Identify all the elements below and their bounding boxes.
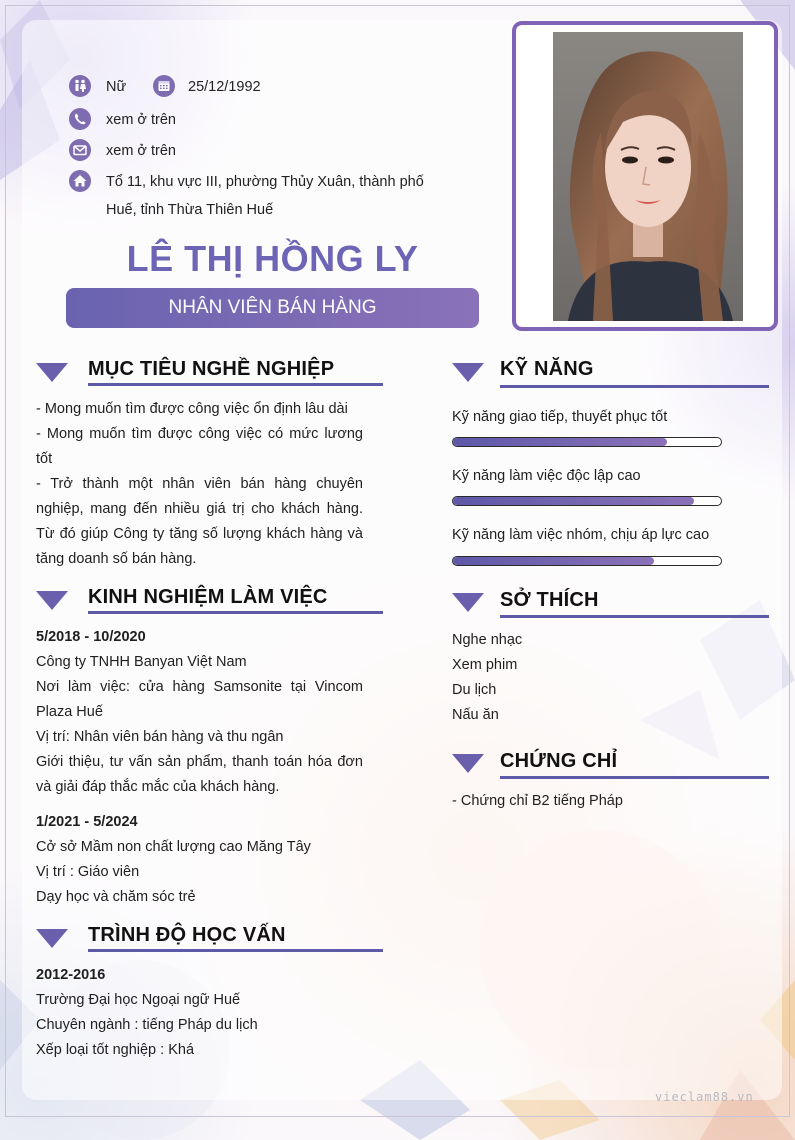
section-marker-icon: [452, 754, 484, 773]
skill-bar-fill: [453, 497, 694, 505]
job-title: NHÂN VIÊN BÁN HÀNG: [66, 288, 479, 328]
objective-title: MỤC TIÊU NGHỀ NGHIỆP: [88, 358, 335, 380]
skill-label-2: Kỹ năng làm việc độc lập cao: [452, 468, 641, 484]
section-marker-icon: [452, 593, 484, 612]
address-line-2: Huế, tỉnh Thừa Thiên Huế: [106, 202, 274, 218]
education-period: 2012-2016: [36, 967, 106, 983]
phone-icon: [69, 108, 91, 130]
section-marker-icon: [36, 929, 68, 948]
hobby-item: Nghe nhạc: [452, 632, 523, 648]
date-of-birth: 25/12/1992: [188, 79, 261, 95]
education-grade: Xếp loại tốt nghiệp : Khá: [36, 1042, 195, 1058]
job-1-description: Giới thiệu, tư vấn sản phẩm, thanh toán hóa đơn và giải đáp thắc mắc của khách hàng.: [36, 754, 363, 795]
skill-bar-1: [452, 437, 722, 447]
job-2-period: 1/2021 - 5/2024: [36, 814, 138, 830]
email-icon: [69, 139, 91, 161]
calendar-icon: [153, 75, 175, 97]
skill-bar-fill: [453, 438, 667, 446]
experience-underline: [88, 611, 383, 614]
education-school: Trường Đại học Ngoại ngữ Huế: [36, 992, 241, 1008]
certificates-title: CHỨNG CHỈ: [500, 750, 618, 772]
job-2-position: Vị trí : Giáo viên: [36, 864, 140, 880]
skill-bar-fill: [453, 557, 654, 565]
hobbies-underline: [500, 615, 769, 618]
watermark: vieclam88.vn: [655, 1090, 754, 1104]
objective-line-2: - Mong muốn tìm được công việc có mức lương tốt: [36, 426, 363, 467]
job-1-period: 5/2018 - 10/2020: [36, 629, 146, 645]
education-major: Chuyên ngành : tiếng Pháp du lịch: [36, 1017, 258, 1033]
skill-label-3: Kỹ năng làm việc nhóm, chịu áp lực cao: [452, 527, 710, 543]
phone-value: xem ở trên: [106, 112, 176, 128]
skill-bar-2: [452, 496, 722, 506]
objective-underline: [88, 383, 383, 386]
certificate-item: - Chứng chỉ B2 tiếng Pháp: [452, 793, 623, 809]
section-marker-icon: [36, 591, 68, 610]
skills-underline: [500, 385, 769, 388]
email-value: xem ở trên: [106, 143, 176, 159]
hobbies-title: SỞ THÍCH: [500, 589, 599, 611]
address-line-1: Tổ 11, khu vực III, phường Thủy Xuân, thành phố: [106, 174, 424, 190]
section-marker-icon: [452, 363, 484, 382]
job-1-place: Nơi làm việc: cửa hàng Samsonite tại Vincom Plaza Huế: [36, 679, 363, 720]
education-title: TRÌNH ĐỘ HỌC VẤN: [88, 924, 286, 946]
gender-icon: [69, 75, 91, 97]
job-1-company: Công ty TNHH Banyan Việt Nam: [36, 654, 247, 670]
section-marker-icon: [36, 363, 68, 382]
gender-value: Nữ: [106, 79, 127, 95]
job-1-position: Vị trí: Nhân viên bán hàng và thu ngân: [36, 729, 284, 745]
skill-label-1: Kỹ năng giao tiếp, thuyết phục tốt: [452, 409, 668, 425]
hobby-item: Du lịch: [452, 682, 497, 698]
hobby-item: Xem phim: [452, 657, 518, 673]
experience-title: KINH NGHIỆM LÀM VIỆC: [88, 586, 328, 608]
education-underline: [88, 949, 383, 952]
profile-photo: [553, 32, 743, 321]
skill-bar-3: [452, 556, 722, 566]
home-icon: [69, 170, 91, 192]
objective-line-3: - Trở thành một nhân viên bán hàng chuyên nghiệp, mang đến nhiều giá trị cho khách hàng. Từ đó giúp Công ty tăng số lượng khách hàng và tăng doanh số bán hàng.: [36, 476, 363, 567]
objective-line-1: - Mong muốn tìm được công việc ổn định lâu dài: [36, 401, 348, 417]
candidate-name: LÊ THỊ HỒNG LY: [126, 238, 419, 279]
job-2-description: Dạy học và chăm sóc trẻ: [36, 889, 196, 905]
job-2-company: Cở sở Mầm non chất lượng cao Măng Tây: [36, 839, 311, 855]
skills-title: KỸ NĂNG: [500, 358, 594, 380]
certificates-underline: [500, 776, 769, 779]
hobby-item: Nấu ăn: [452, 707, 499, 723]
